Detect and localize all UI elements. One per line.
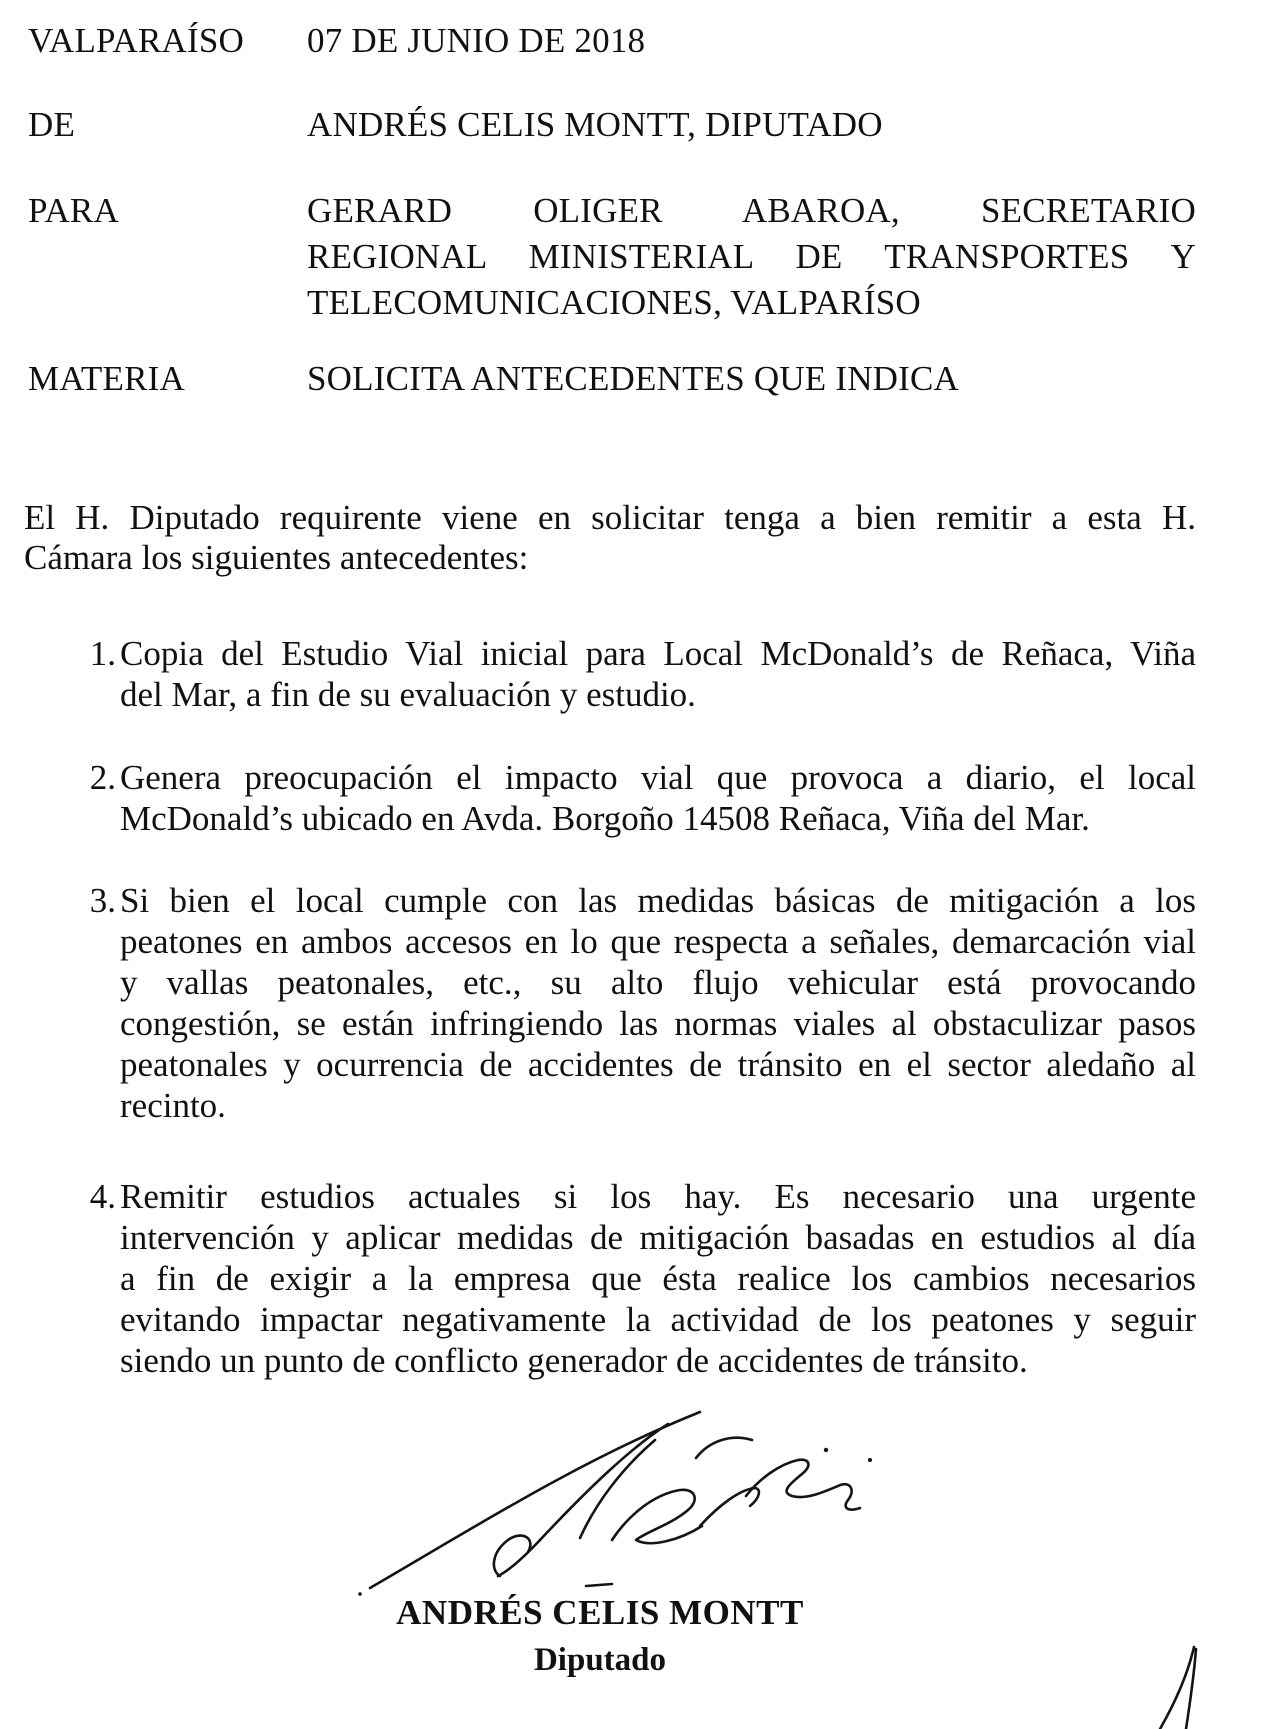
subject-label: MATERIA [28,359,185,398]
list-item-line: congestión, se están infringiendo las normas viales al obstaculizar pasos [120,1004,1196,1043]
to-value-line: TELECOMUNICACIONES, VALPARÍSO [307,283,921,322]
list-item-line: Remitir estudios actuales si los hay. Es necesario una urgente [120,1177,1196,1216]
handwritten-signature-icon [350,1400,960,1600]
pen-stroke-icon [1150,1645,1210,1729]
list-item-line: Genera preocupación el impacto vial que provoca a diario, el local [120,758,1196,797]
list-item-line: Si bien el local cumple con las medidas básicas de mitigación a los [120,881,1196,920]
to-value-line: REGIONAL MINISTERIAL DE TRANSPORTES Y [307,237,1196,276]
to-label: PARA [28,191,119,230]
list-item-line: McDonald’s ubicado en Avda. Borgoño 14508 Reñaca, Viña del Mar. [120,799,1090,838]
list-item-line: Copia del Estudio Vial inicial para Local McDonald’s de Reñaca, Viña [120,634,1196,673]
list-item-text [120,757,1196,839]
from-value: ANDRÉS CELIS MONTT, DIPUTADO [307,105,883,144]
list-item-line: y vallas peatonales, etc., su alto flujo vehicular está provocando [120,963,1196,1002]
list-item-number: 4. [89,1177,116,1216]
list-item-line: siendo un punto de conflicto generador de accidentes de tránsito. [120,1341,1028,1380]
list-item-line: recinto. [120,1086,226,1125]
intro-paragraph [24,498,1196,578]
place-label: VALPARAÍSO [28,21,244,60]
from-label: DE [28,105,76,144]
list-item-line: intervención y aplicar medidas de mitigación basadas en estudios al día [120,1218,1196,1257]
list-item-number: 1. [89,634,116,673]
list-item-text [120,633,1196,715]
intro-line: El H. Diputado requirente viene en solicitar tenga a bien remitir a esta H. [24,498,1196,537]
list-item-number: 3. [89,881,116,920]
to-value-line: GERARD OLIGER ABAROA, SECRETARIO [307,191,1196,230]
list-item-line: peatones en ambos accesos en lo que respecta a señales, demarcación vial [120,922,1196,961]
signer-name: ANDRÉS CELIS MONTT [396,1593,804,1632]
list-item-text [120,880,1196,1126]
list-item-number: 2. [89,758,116,797]
list-item-line: a fin de exigir a la empresa que ésta realice los cambios necesarios [120,1259,1196,1298]
signer-title: Diputado [533,1642,667,1678]
list-item-text [120,1176,1196,1381]
list-item-line: peatonales y ocurrencia de accidentes de tránsito en el sector aledaño al [120,1045,1196,1084]
subject-value: SOLICITA ANTECEDENTES QUE INDICA [307,359,960,398]
to-value [307,188,1196,326]
date-value: 07 DE JUNIO DE 2018 [307,21,646,60]
list-item-line: evitando impactar negativamente la actividad de los peatones y seguir [120,1300,1196,1339]
intro-line: Cámara los siguientes antecedentes: [24,538,529,577]
list-item-line: del Mar, a fin de su evaluación y estudio. [120,675,696,714]
